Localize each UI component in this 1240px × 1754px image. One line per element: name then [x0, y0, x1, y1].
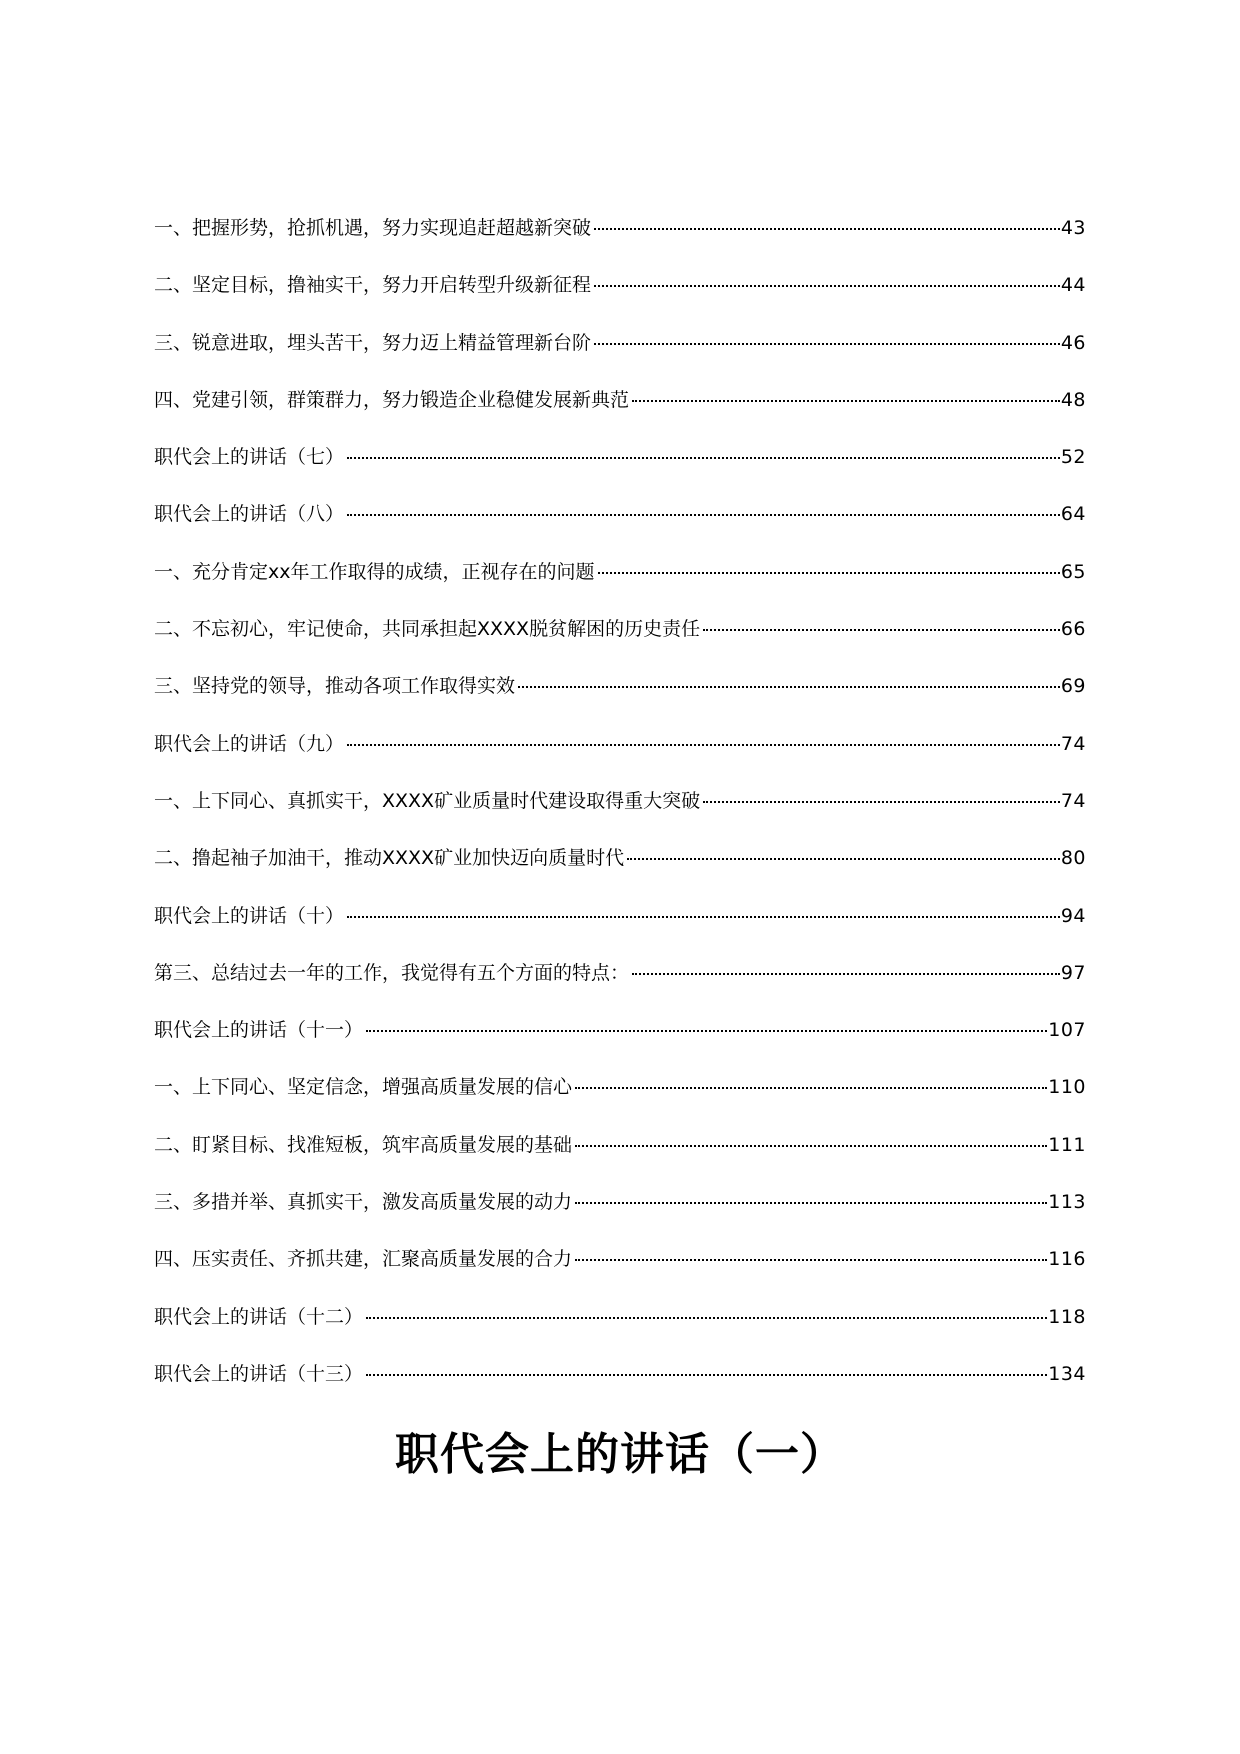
toc-entry-title: 二、坚定目标，撸袖实干，努力开启转型升级新征程	[154, 274, 592, 297]
section-heading: 职代会上的讲话（一）	[395, 1429, 845, 1480]
toc-entry[interactable]	[154, 494, 1086, 551]
toc-entry[interactable]	[154, 609, 1086, 666]
toc-entry-title: 一、充分肯定xx年工作取得的成绩，正视存在的问题	[154, 560, 595, 583]
toc-entry[interactable]	[154, 380, 1086, 437]
toc-entry[interactable]	[154, 1297, 1086, 1354]
toc-entry[interactable]	[154, 1067, 1086, 1124]
toc-entry[interactable]	[154, 323, 1086, 380]
toc-entry[interactable]	[154, 781, 1086, 838]
toc-entry-title: 四、党建引领，群策群力，努力锻造企业稳健发展新典范	[154, 388, 630, 411]
toc-entry-title: 职代会上的讲话（八）	[154, 503, 345, 526]
toc-entry-title: 职代会上的讲话（十）	[154, 904, 345, 927]
toc-entry-title: 三、锐意进取，埋头苦干，努力迈上精益管理新台阶	[154, 331, 592, 354]
toc-entry-page-number: 69	[1060, 675, 1086, 698]
toc-entry-page-number: 116	[1048, 1248, 1086, 1271]
toc-entry[interactable]	[154, 724, 1086, 781]
toc-entry[interactable]	[154, 1010, 1086, 1067]
toc-dot-leader	[627, 858, 1060, 860]
toc-entry-page-number: 66	[1060, 618, 1086, 641]
toc-entry-page-number: 48	[1060, 388, 1086, 411]
toc-entry-page-number: 97	[1060, 961, 1086, 984]
toc-dot-leader	[594, 228, 1060, 230]
toc-dot-leader	[575, 1145, 1047, 1147]
toc-entry-page-number: 74	[1060, 789, 1086, 812]
toc-entry-title: 职代会上的讲话（九）	[154, 732, 345, 755]
toc-entry-page-number: 80	[1060, 847, 1086, 870]
toc-entry[interactable]	[154, 1125, 1086, 1182]
toc-entry[interactable]	[154, 666, 1086, 723]
toc-dot-leader	[632, 973, 1060, 975]
toc-entry-title: 职代会上的讲话（十二）	[154, 1305, 364, 1328]
toc-entry-title: 一、上下同心、坚定信念，增强高质量发展的信心	[154, 1076, 573, 1099]
toc-dot-leader	[518, 686, 1060, 688]
toc-entry-title: 职代会上的讲话（十三）	[154, 1362, 364, 1385]
toc-entry-page-number: 65	[1060, 560, 1086, 583]
toc-entry[interactable]	[154, 953, 1086, 1010]
toc-dot-leader	[594, 343, 1060, 345]
toc-entry-page-number: 74	[1060, 732, 1086, 755]
toc-entry-page-number: 134	[1048, 1362, 1086, 1385]
toc-entry[interactable]	[154, 1239, 1086, 1296]
toc-entry-title: 三、多措并举、真抓实干，激发高质量发展的动力	[154, 1191, 573, 1214]
toc-entry-page-number: 44	[1060, 274, 1086, 297]
toc-dot-leader	[575, 1259, 1047, 1261]
toc-entry-page-number: 118	[1048, 1305, 1086, 1328]
toc-entry-title: 第三、总结过去一年的工作，我觉得有五个方面的特点：	[154, 961, 630, 984]
toc-dot-leader	[594, 285, 1060, 287]
toc-entry-page-number: 107	[1048, 1019, 1086, 1042]
toc-dot-leader	[632, 400, 1060, 402]
toc-dot-leader	[703, 629, 1060, 631]
toc-dot-leader	[366, 1317, 1047, 1319]
toc-entry-title: 二、撸起袖子加油干，推动XXXX矿业加快迈向质量时代	[154, 847, 625, 870]
toc-entry-title: 二、盯紧目标、找准短板，筑牢高质量发展的基础	[154, 1133, 573, 1156]
toc-entry-title: 一、上下同心、真抓实干，XXXX矿业质量时代建设取得重大突破	[154, 789, 701, 812]
toc-dot-leader	[366, 1374, 1047, 1376]
table-of-contents	[154, 208, 1086, 1411]
toc-entry-title: 职代会上的讲话（七）	[154, 446, 345, 469]
toc-entry-title: 职代会上的讲话（十一）	[154, 1019, 364, 1042]
toc-entry-title: 二、不忘初心，牢记使命，共同承担起XXXX脱贫解困的历史责任	[154, 618, 701, 641]
toc-entry[interactable]	[154, 896, 1086, 953]
toc-dot-leader	[366, 1030, 1047, 1032]
toc-entry-page-number: 113	[1048, 1191, 1086, 1214]
toc-dot-leader	[347, 916, 1060, 918]
toc-dot-leader	[347, 514, 1060, 516]
toc-dot-leader	[598, 572, 1060, 574]
toc-entry-title: 一、把握形势，抢抓机遇，努力实现追赶超越新突破	[154, 217, 592, 239]
toc-entry[interactable]	[154, 437, 1086, 494]
toc-entry-page-number: 52	[1060, 446, 1086, 469]
toc-entry-page-number: 46	[1060, 331, 1086, 354]
toc-entry-page-number: 94	[1060, 904, 1086, 927]
toc-entry[interactable]	[154, 552, 1086, 609]
toc-entry-page-number: 110	[1048, 1076, 1086, 1099]
toc-dot-leader	[575, 1087, 1047, 1089]
toc-dot-leader	[703, 801, 1060, 803]
toc-entry[interactable]	[154, 1354, 1086, 1411]
toc-entry-title: 四、压实责任、齐抓共建，汇聚高质量发展的合力	[154, 1248, 573, 1271]
toc-entry[interactable]	[154, 265, 1086, 322]
toc-entry[interactable]	[154, 208, 1086, 265]
toc-dot-leader	[347, 457, 1060, 459]
toc-entry-title: 三、坚持党的领导，推动各项工作取得实效	[154, 675, 516, 698]
toc-entry-page-number: 111	[1048, 1133, 1086, 1156]
toc-entry[interactable]	[154, 838, 1086, 895]
toc-entry[interactable]	[154, 1182, 1086, 1239]
toc-entry-page-number: 64	[1060, 503, 1086, 526]
toc-entry-page-number: 43	[1060, 217, 1086, 239]
toc-dot-leader	[347, 744, 1060, 746]
toc-dot-leader	[575, 1202, 1047, 1204]
